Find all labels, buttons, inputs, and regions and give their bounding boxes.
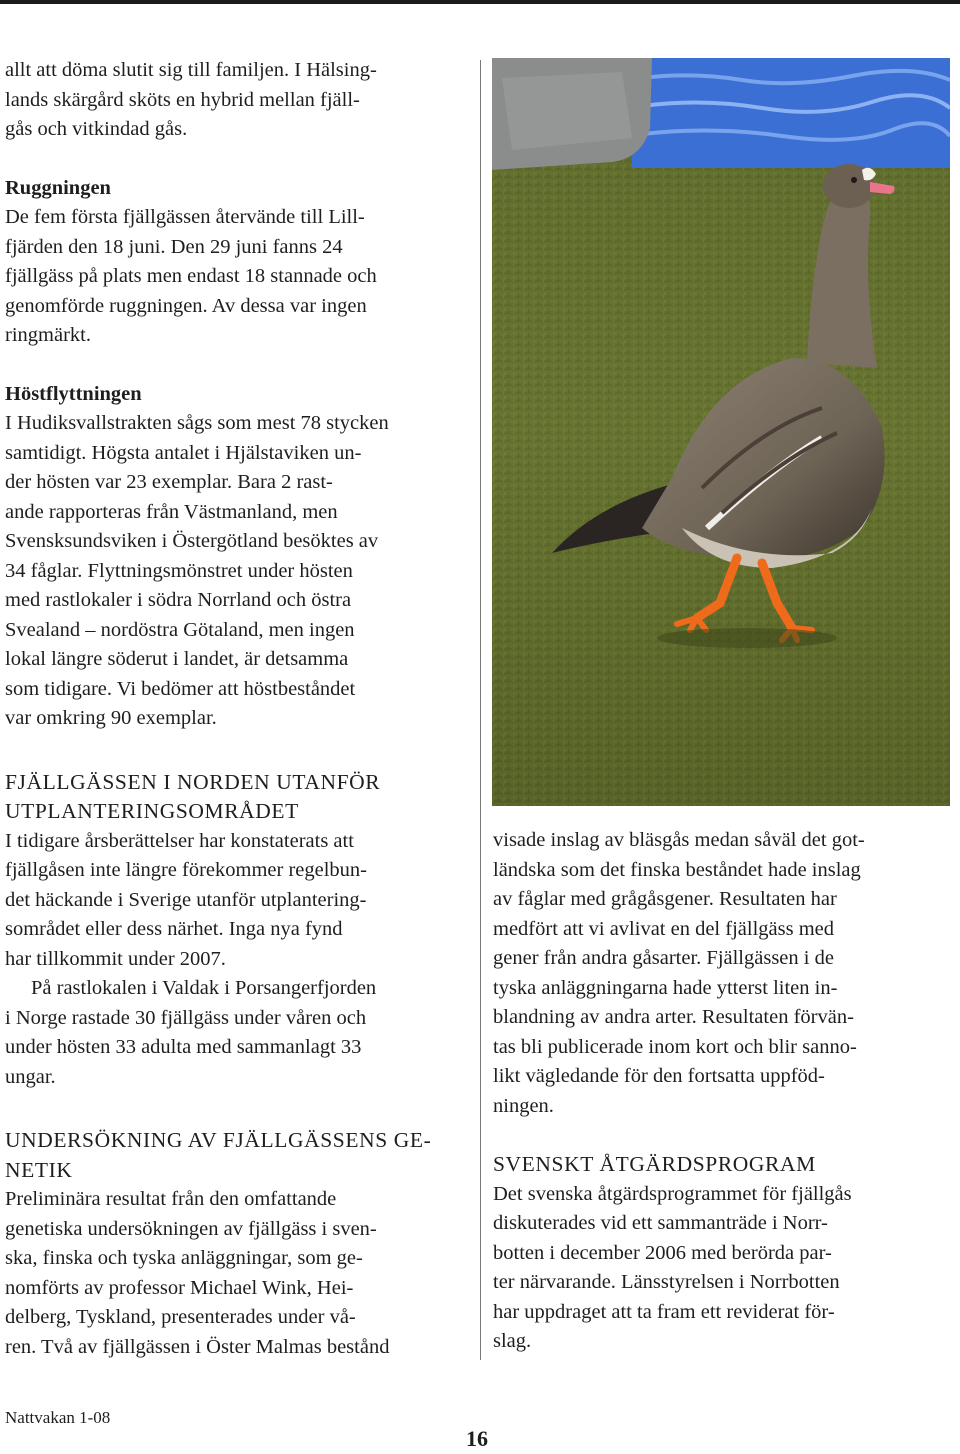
hostflyttningen-heading: Höstflyttningen [5, 382, 142, 405]
intro-paragraph: allt att döma slutit sig till familjen. I Hälsing- lands skärgård sköts en hybrid mellan fjäll- gås och vitkindad gås. [5, 59, 377, 140]
magazine-footer: Nattvakan 1-08 [5, 1408, 111, 1427]
norden-paragraph-2: På rastlokalen i Valdak i Porsangerfjorden i Norge rastade 30 fjällgäss under våren och under hösten 33 adulta med sammanlagt 33 ungar. [5, 977, 377, 1088]
column-divider [480, 60, 481, 1360]
page-number: 16 [466, 1426, 488, 1451]
left-column [5, 56, 465, 1362]
genetik-paragraph-continued: visade inslag av bläsgås medan såväl det got- ländska som det finska beståndet hade inslag av fåglar med grågåsgener. Resultaten har medfört att vi avlivat en del fjällgäss med gener från andra gåsarter. Fjällgässen i de tyska anläggningarna hade ytterst liten in- blandning av andra arter. Resultaten förvän- tas bli publicerade inom kort och blir sanno- likt vägledande för den fortsatta uppföd- ningen. [493, 829, 865, 1117]
atgardsprogram-paragraph: Det svenska åtgärdsprogrammet för fjällgås diskuterades vid ett sammanträde i Norr- botten i december 2006 med berörda par- ter närvarande. Länsstyrelsen i Norrbotten har uppdraget att ta fram ett reviderat för- slag. [493, 1182, 852, 1352]
right-column [493, 826, 951, 1357]
top-rule [0, 0, 960, 4]
genetik-heading: UNDERSÖKNING AV FJÄLLGÄSSENS GE- NETIK [5, 1128, 432, 1182]
atgardsprogram-heading: SVENSKT ÅTGÄRDSPROGRAM [493, 1152, 816, 1176]
ruggningen-heading: Ruggningen [5, 176, 111, 199]
goose-photo [492, 58, 950, 806]
ruggningen-paragraph: De fem första fjällgässen återvände till Lill- fjärden den 18 juni. Den 29 juni fanns 24 fjällgäss på plats men endast 18 stannade och genomförde ruggningen. Av dessa var ingen ringmärkt. [5, 206, 377, 346]
norden-paragraph-1: I tidigare årsberättelser har konstaterats att fjällgåsen inte längre förekommer regelbun- det häckande i Sverige utanför utplantering- sområdet eller dess närhet. Inga nya fynd har tillkommit under 2007. [5, 829, 368, 970]
norden-heading: FJÄLLGÄSSEN I NORDEN UTANFÖR UTPLANTERINGSOMRÅDET [5, 769, 381, 823]
hostflyttningen-paragraph: I Hudiksvallstrakten sågs som mest 78 stycken samtidigt. Högsta antalet i Hjälstaviken un- der hösten var 23 exemplar. Bara 2 rast- ande rapporteras från Västmanland, men Svensksundsviken i Östergötland besöktes av 34 fåglar. Flyttningsmönstret under hösten med rastlokaler i södra Norrland och östra Svealand – nordöstra Götaland, men ingen lokal längre söderut i landet, är detsamma som tidigare. Vi bedömer att höstbeståndet var omkring 90 exemplar. [5, 412, 389, 729]
genetik-paragraph: Preliminära resultat från den omfattande genetiska undersökningen av fjällgäss i sven- ska, finska och tyska anläggningar, som ge- nomförts av professor Michael Wink, Hei- delberg, Tyskland, presenterades under vå- ren. Två av fjällgässen i Öster Malmas bestånd [5, 1188, 390, 1358]
